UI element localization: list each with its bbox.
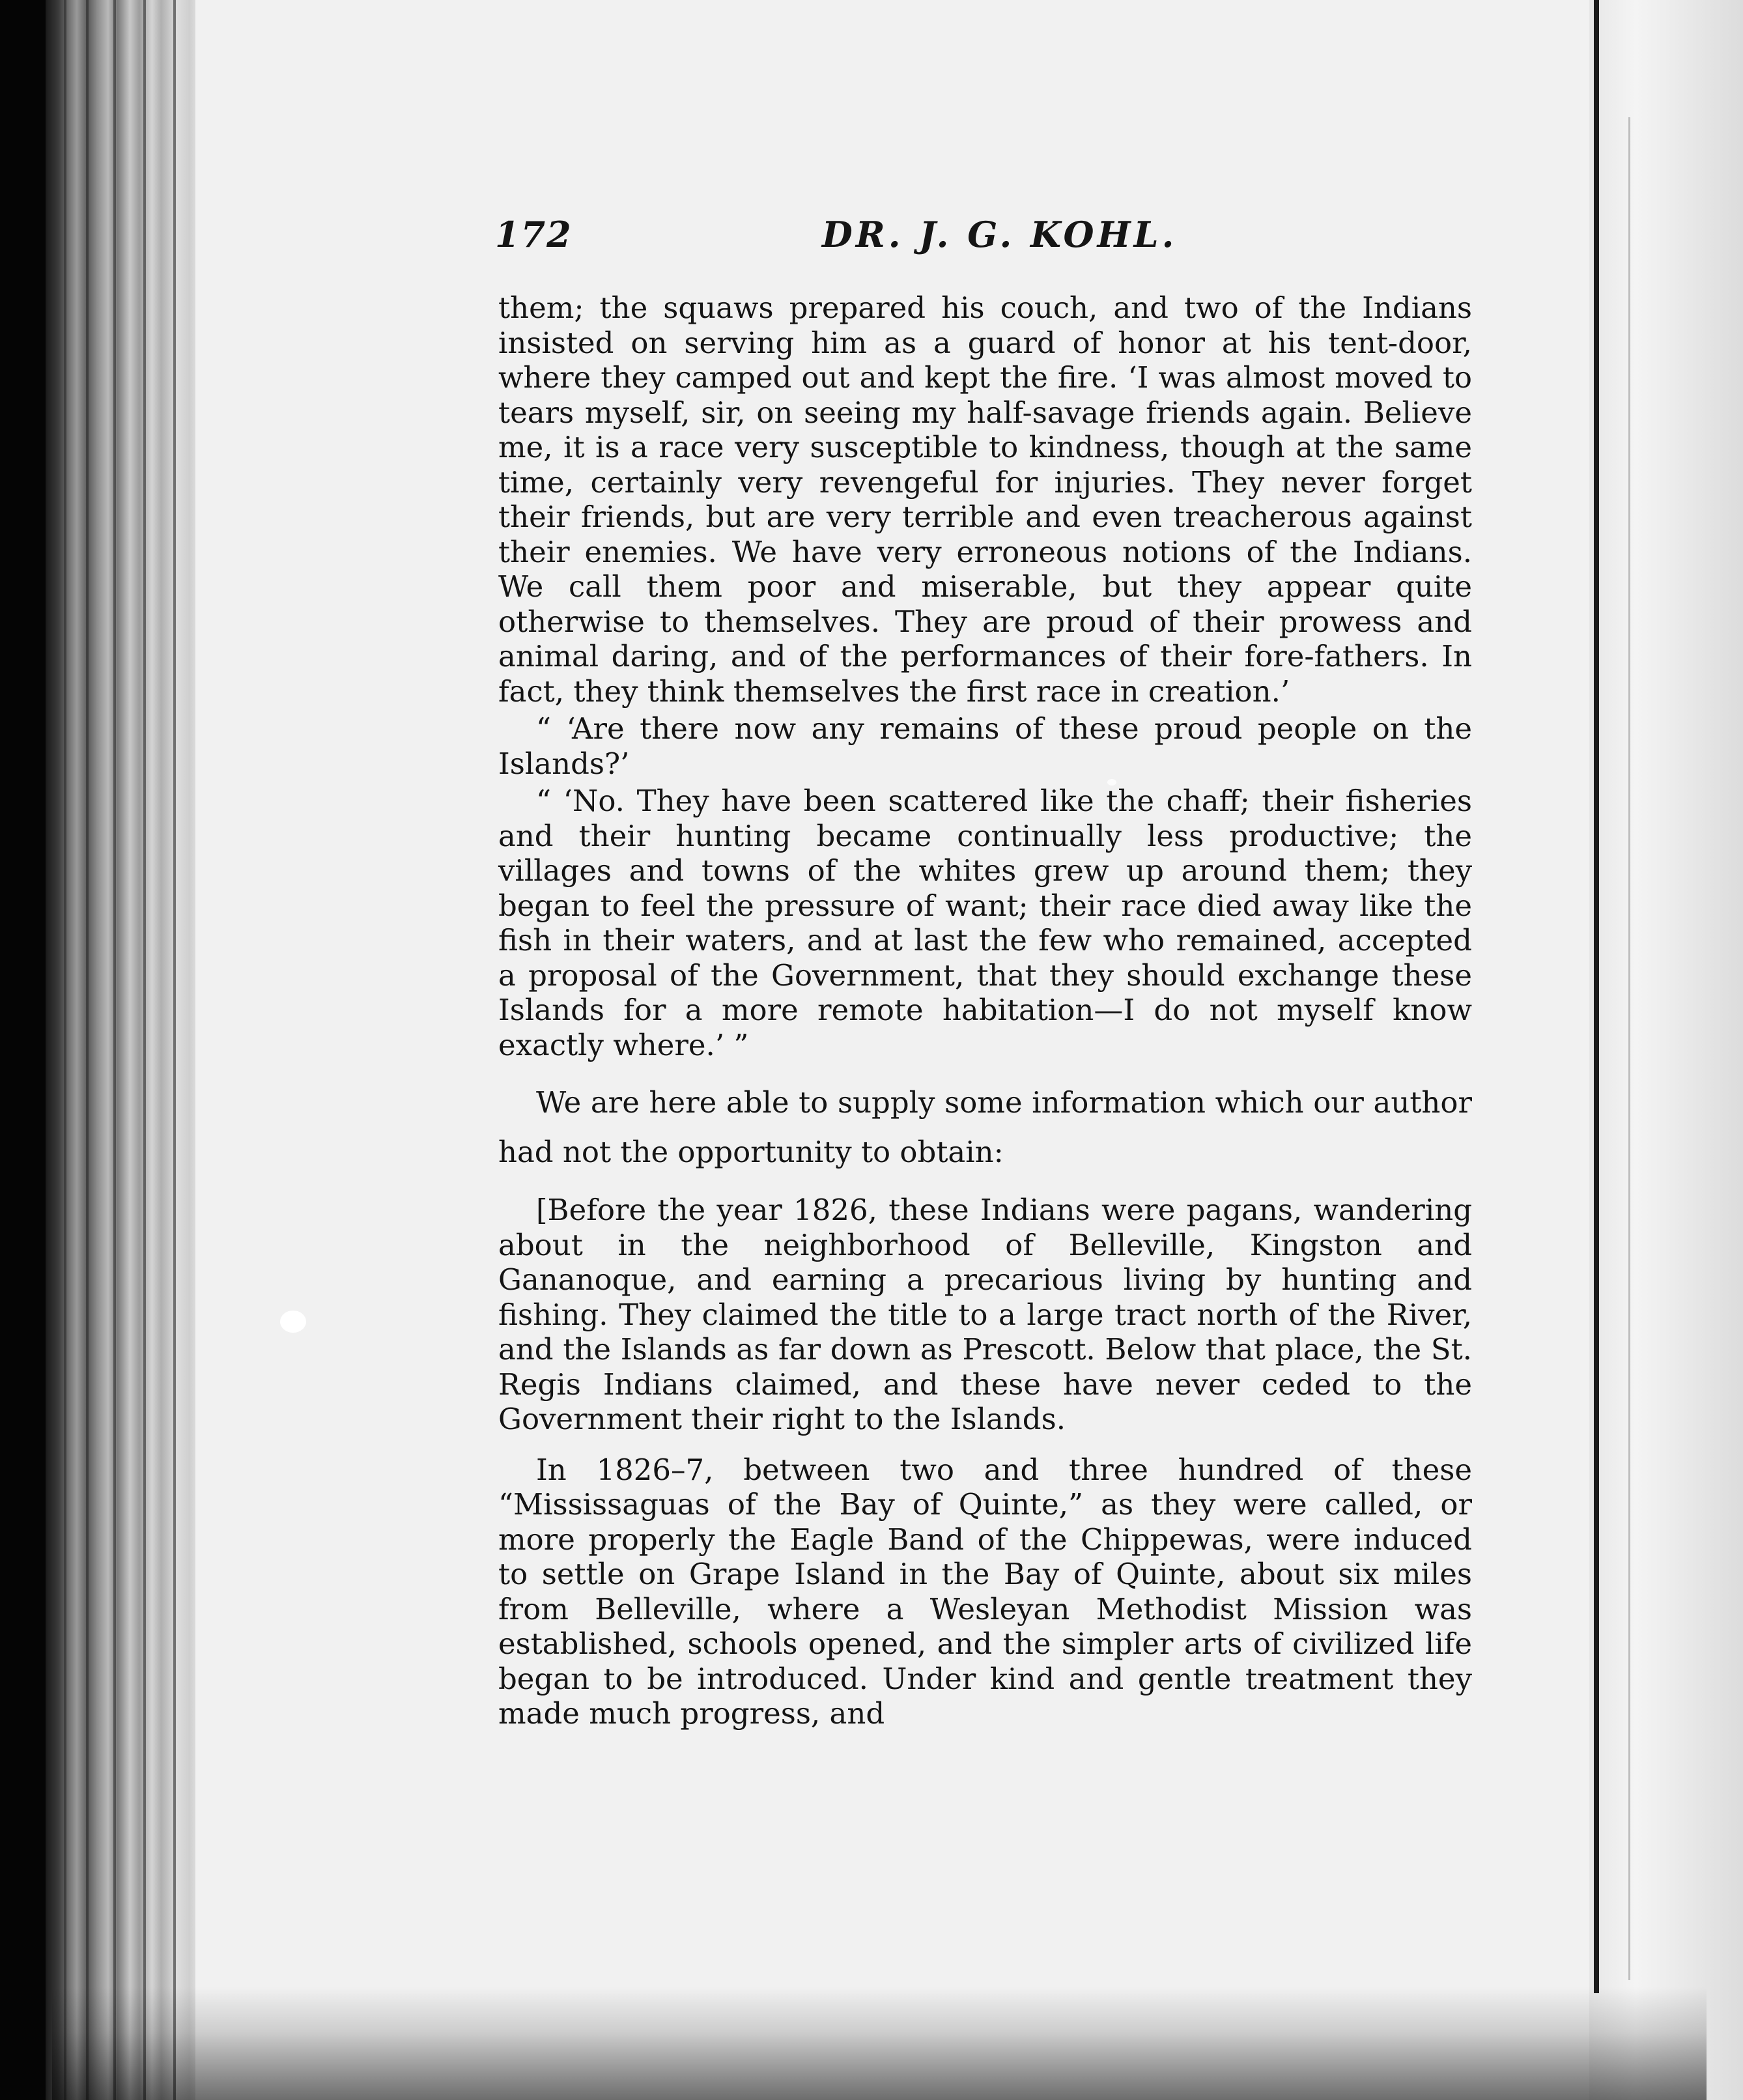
scan-black-margin [0,0,52,2100]
body-text [498,291,1472,1731]
scan-speck [280,1311,306,1333]
paragraph: “ ‘Are there now any remains of these proud people on the Islands?’ [498,711,1472,781]
book-spine-page-stack [46,0,202,2100]
page-fold-shadow [1628,117,1630,1980]
page-fold-line [1594,0,1599,1993]
running-header [495,214,1472,259]
running-title: DR. J. G. KOHL. [822,214,1178,255]
paragraph: them; the squaws prepared his couch, and two of the Indians insisted on serving him as a guard of honor at his tent-door, where they camped out and kept the fire. ‘I was almost moved to tears myself, sir, on seeing my half-savage friends again. Believe me, it is a race very susceptible to kindness, though at the same time, certainly very revengeful for injuries. They never forget their friends, but are very terrible and even treacherous against their enemies. We have very erroneous notions of the Indians. We call them poor and miserable, but they appear quite otherwise to themselves. They are proud of their prowess and animal daring, and of the performances of their fore-fathers. In fact, they think themselves the first race in creation.’ [498,291,1472,709]
page-stack-line [173,0,176,2100]
page-stack-line [86,0,89,2100]
paragraph: [Before the year 1826, these Indians were pagans, wandering about in the neighborhood of Belleville, Kingston and Gananoque, and earning a precarious living by hunting and fishing. They claimed the title to a large tract north of the River, and the Islands as far down as Prescott. Below that place, the St. Regis Indians claimed, and these have never ceded to the Government their right to the Islands. [498,1193,1472,1436]
paragraph: “ ‘No. They have been scattered like the chaff; their fisheries and their hunting became continually less productive; the villages and towns of the whites grew up around them; they began to feel the pressure of want; their race died away like the fish in their waters, and at last the few who remained, accepted a proposal of the Government, that they should exchange these Islands for a more remote habitation—I do not myself know exactly where.’ ” [498,784,1472,1062]
page-stack-line [64,0,66,2100]
facing-page-edge [1589,0,1743,2100]
page-stack-line [143,0,146,2100]
page-bottom-shadow [52,1987,1707,2100]
page-number: 172 [495,214,573,255]
paragraph: We are here able to supply some information which our author had not the opportunity to obtain: [498,1085,1472,1169]
page-stack-line [113,0,116,2100]
paragraph: In 1826–7, between two and three hundred of these “Mississaguas of the Bay of Quinte,” as they were called, or more properly the Eagle Band of the Chippewas, were induced to settle on Grape Island in the Bay of Quinte, about six miles from Belleville, where a Wesleyan Methodist Mission was established, schools opened, and the simpler arts of civilized life began to be introduced. Under kind and gentle treatment they made much progress, and [498,1452,1472,1731]
